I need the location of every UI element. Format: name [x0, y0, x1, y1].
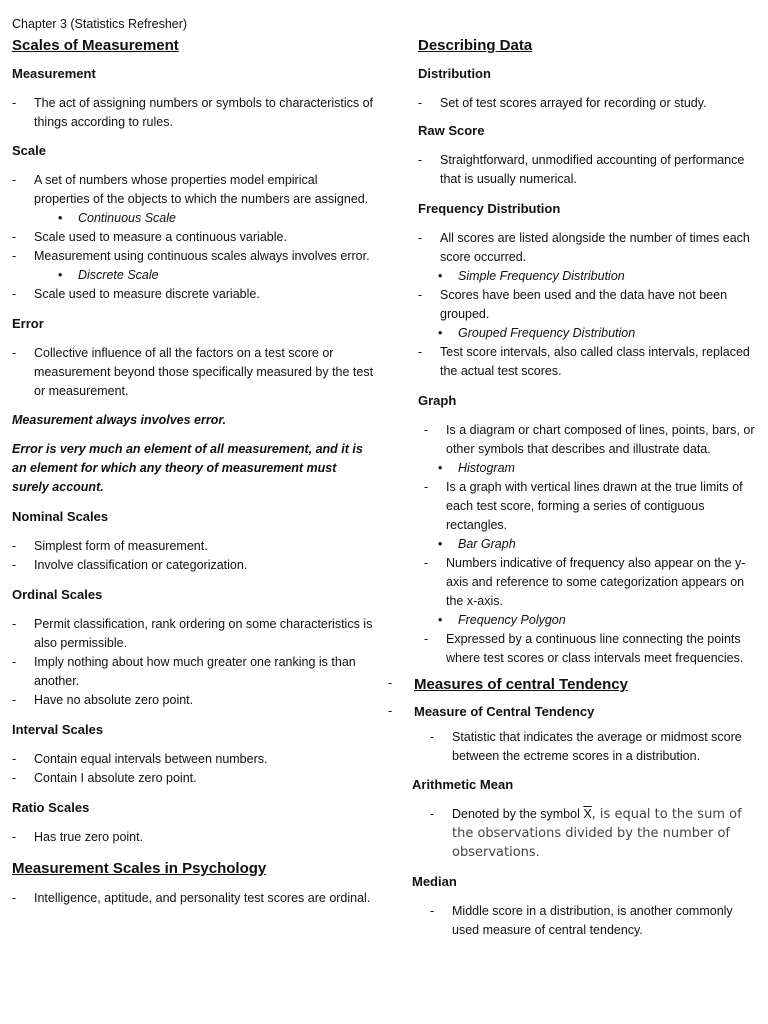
distribution-heading: Distribution	[418, 66, 491, 81]
bullet-item: • Bar Graph	[438, 537, 516, 551]
measurement-scales-psychology-title: Measurement Scales in Psychology	[12, 860, 267, 877]
list-item: - Has true zero point.	[12, 830, 144, 844]
list-item: - Scale used to measure discrete variable.	[12, 287, 260, 301]
measure-central-tendency-heading: Measure of Central Tendency	[414, 704, 595, 719]
arithmetic-mean-heading: Arithmetic Mean	[412, 777, 514, 792]
bullet-item: • Frequency Polygon	[438, 613, 566, 627]
measure-central-tendency-row: - Measure of Central Tendency	[388, 702, 758, 722]
list-item: - Numbers indicative of frequency also appear on the y-axis and reference to some categorization appears on the x-axis.	[424, 556, 746, 608]
list-item: - Straightforward, unmodified accounting of performance that is usually numerical.	[418, 153, 745, 186]
list-item: - Is a graph with vertical lines drawn at the true limits of each test score, forming a series of contiguous rectangles.	[424, 480, 743, 532]
scales-of-measurement-title: Scales of Measurement	[12, 37, 179, 54]
list-item: - Scores have been used and the data have not been grouped.	[418, 288, 728, 321]
median-heading: Median	[412, 874, 457, 889]
mean-symbol: $\overline{X}$	[583, 807, 592, 821]
bullet-item: • Simple Frequency Distribution	[438, 269, 625, 283]
list-item: - Involve classification or categorization.	[12, 558, 248, 572]
list-item: - Imply nothing about how much greater one ranking is than another.	[12, 655, 356, 688]
frequency-distribution-heading: Frequency Distribution	[418, 201, 561, 216]
list-item: - Middle score in a distribution, is another commonly used measure of central tendency.	[430, 904, 733, 937]
list-item: - Simplest form of measurement.	[12, 539, 208, 553]
nominal-scales-heading: Nominal Scales	[12, 509, 109, 524]
ratio-scales-heading: Ratio Scales	[12, 800, 90, 815]
list-item: - All scores are listed alongside the number of times each score occurred.	[418, 231, 750, 264]
error-heading: Error	[12, 316, 44, 331]
error-note: Error is very much an element of all measurement, and it is an element for which any theory of measurement must surely account.	[12, 442, 363, 494]
error-note: Measurement always involves error.	[12, 413, 226, 427]
graph-heading: Graph	[418, 393, 457, 408]
list-item: - Collective influence of all the factors on a test score or measurement beyond those specifically measured by the test or measurement.	[12, 346, 374, 398]
list-item: - Expressed by a continuous line connecting the points where test scores or class intervals meet frequencies.	[424, 632, 744, 665]
list-item: - Test score intervals, also called class intervals, replaced the actual test scores.	[418, 345, 750, 378]
list-item: - Statistic that indicates the average or midmost score between the ectreme scores in a distribution.	[430, 730, 742, 763]
list-item: - Have no absolute zero point.	[12, 693, 194, 707]
measurement-heading: Measurement	[12, 66, 96, 81]
central-tendency-title-row: - Measures of central Tendency	[388, 674, 758, 696]
list-item: - Denoted by the symbol $\overline{X}$, is equal to the sum of the observations divided by the number of observations.	[412, 805, 758, 862]
describing-data-title: Describing Data	[418, 37, 533, 54]
list-item: - A set of numbers whose properties model empirical properties of the objects to which the numbers are assigned.	[12, 173, 369, 206]
right-column	[388, 14, 758, 940]
interval-scales-heading: Interval Scales	[12, 722, 104, 737]
list-item: - Contain equal intervals between numbers.	[12, 752, 268, 766]
raw-score-heading: Raw Score	[418, 123, 485, 138]
chapter-header: Chapter 3 (Statistics Refresher)	[12, 17, 188, 31]
bullet-item: • Grouped Frequency Distribution	[438, 326, 636, 340]
bullet-item: • Discrete Scale	[58, 268, 159, 282]
list-item: - Scale used to measure a continuous variable.	[12, 230, 287, 244]
measures-central-tendency-title: Measures of central Tendency	[414, 676, 628, 693]
list-item: - Intelligence, aptitude, and personality test scores are ordinal.	[12, 891, 371, 905]
list-item: - Is a diagram or chart composed of lines, points, bars, or other symbols that describes and illustrate data.	[424, 423, 755, 456]
bullet-item: • Histogram	[438, 461, 515, 475]
arithmetic-mean-definition: Denoted by the symbol $\overline{X}$, is equal to the sum of the observations divided by the number of observations.	[452, 807, 742, 860]
list-item: - Measurement using continuous scales always involves error.	[12, 249, 370, 263]
list-item: - Set of test scores arrayed for recording or study.	[418, 96, 707, 110]
scale-heading: Scale	[12, 143, 46, 158]
bullet-item: • Continuous Scale	[58, 211, 176, 225]
list-item: - Permit classification, rank ordering on some characteristics is also permissible.	[12, 617, 373, 650]
list-item: - Contain I absolute zero point.	[12, 771, 197, 785]
left-column	[12, 14, 374, 908]
ordinal-scales-heading: Ordinal Scales	[12, 587, 103, 602]
list-item: - The act of assigning numbers or symbols to characteristics of things according to rules.	[12, 96, 374, 129]
